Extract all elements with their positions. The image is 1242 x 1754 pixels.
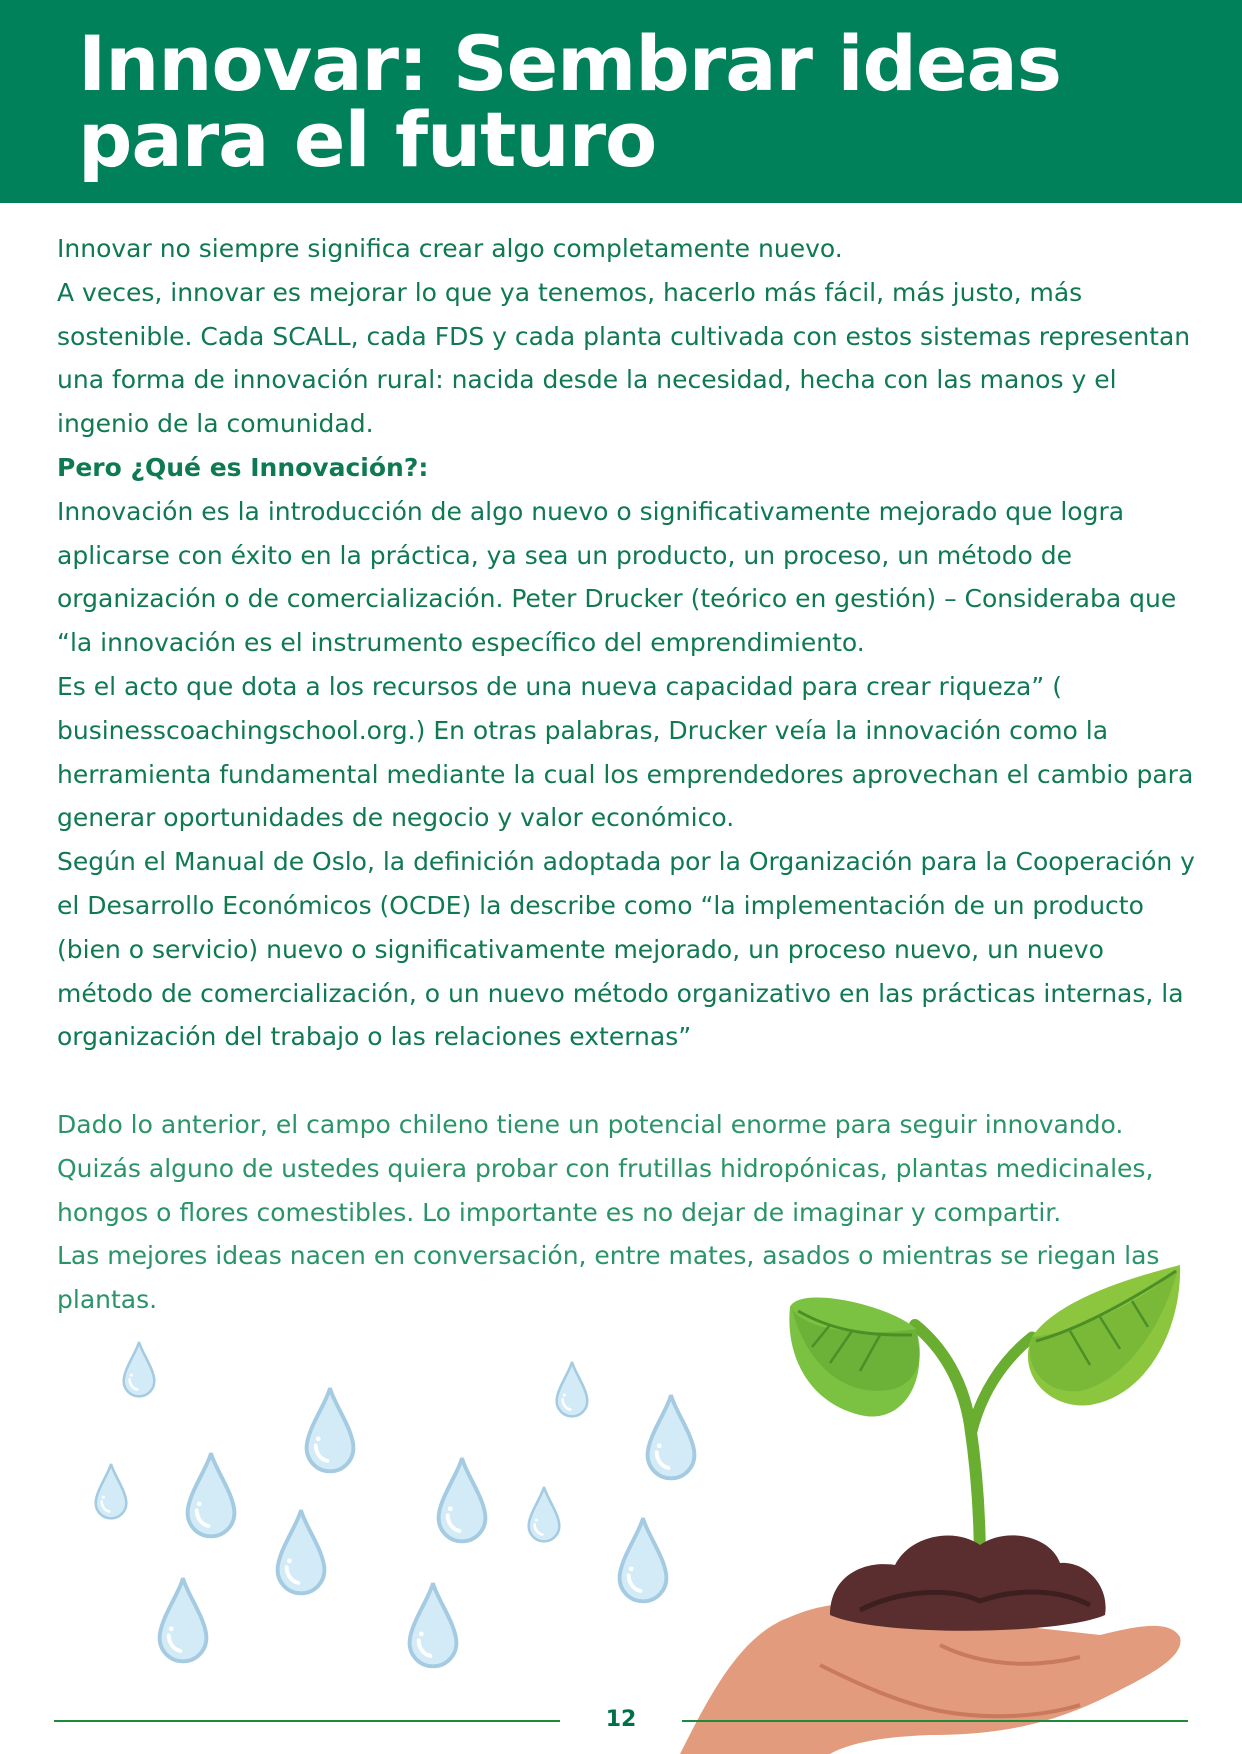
water-drop-icon <box>185 1450 237 1542</box>
closing-paragraph: Quizás alguno de ustedes quiera probar con frutillas hidropónicas, plantas medicinales, hongos o flores comestibles. Lo importante es no dejar de imaginar y compartir. <box>57 1153 1154 1227</box>
page-title: Innovar: Sembrar ideas para el futuro <box>78 19 1061 184</box>
water-drop-icon <box>555 1360 589 1420</box>
plant-stem <box>915 1325 1032 1565</box>
footer-rule-left <box>54 1720 560 1722</box>
oslo-paragraph: Según el Manual de Oslo, la definición adoptada por la Organización para la Cooperación y el Desarrollo Económicos (OCDE) la describe como “la implementación de un producto (bien o servicio) nuevo o significativamente mejorado, un proceso nuevo, un nuevo método de comercialización, o un nuevo método organizativo en las prácticas internas, la organización del trabajo o las relaciones externas” <box>57 847 1195 1052</box>
page-header <box>0 0 1242 203</box>
water-drop-icon <box>436 1455 488 1547</box>
soil-mound-icon <box>830 1535 1106 1630</box>
article-body <box>57 227 1207 1322</box>
water-drop-icon <box>527 1485 561 1545</box>
closing-final: Las mejores ideas nacen en conversación, entre mates, asados o mientras se riegan las plantas. <box>57 1241 1160 1315</box>
water-drop-icon <box>275 1507 327 1599</box>
drucker-paragraph: Es el acto que dota a los recursos de una nueva capacidad para crear riqueza” ( businesscoachingschool.org.) En otras palabras, Drucker veía la innovación como la herramienta fundamental mediante la cual los emprendedores aprovechan el cambio para generar oportunidades de negocio y valor económico. <box>57 671 1194 833</box>
water-drop-icon <box>617 1515 669 1607</box>
leaf-right-icon <box>1028 1265 1180 1405</box>
seedling-in-hand-illustration <box>680 1265 1200 1754</box>
intro-paragraph: A veces, innovar es mejorar lo que ya tenemos, hacerlo más fácil, más justo, más sostenible. Cada SCALL, cada FDS y cada planta cultivada con estos sistemas representan una forma de innovación rural: nacida desde la necesidad, hecha con las manos y el ingenio de la comunidad. <box>57 277 1191 439</box>
closing-line: Dado lo anterior, el campo chileno tiene un potencial enorme para seguir innovando. <box>57 1109 1124 1139</box>
section-heading: Pero ¿Qué es Innovación?: <box>57 452 429 482</box>
water-drop-icon <box>94 1462 128 1522</box>
water-drop-icon <box>407 1580 459 1672</box>
definition-paragraph: Innovación es la introducción de algo nuevo o significativamente mejorado que logra aplicarse con éxito en la práctica, ya sea un producto, un proceso, un método de organización o de comercialización. Peter Drucker (teórico en gestión) – Consideraba que “la innovación es el instrumento específico del emprendimiento. <box>57 496 1177 658</box>
water-drop-icon <box>122 1340 156 1400</box>
water-drop-icon <box>157 1575 209 1667</box>
leaf-left-icon <box>789 1298 920 1417</box>
footer-rule-right <box>682 1720 1188 1722</box>
intro-line: Innovar no siempre significa crear algo completamente nuevo. <box>57 234 843 263</box>
paragraph-spacer <box>57 1059 1207 1103</box>
water-drop-icon <box>304 1385 356 1477</box>
page-number: 12 <box>605 1707 637 1732</box>
